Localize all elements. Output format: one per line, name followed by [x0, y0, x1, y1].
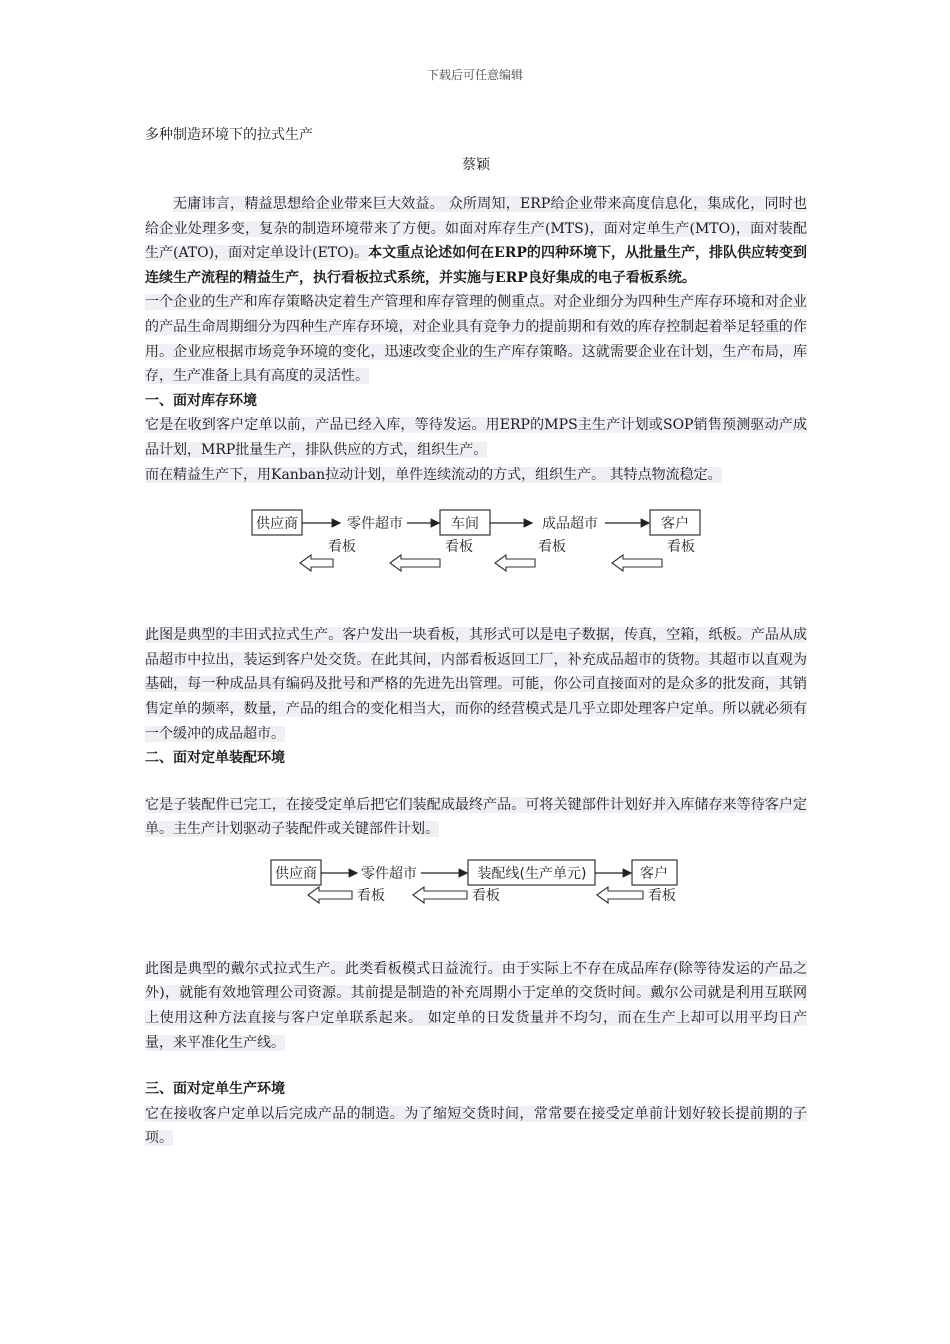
section3-heading: 三、面对定单生产环境: [145, 1081, 285, 1098]
supplier-label: 供应商: [256, 516, 298, 533]
section2-heading: 二、面对定单装配环境: [145, 750, 285, 767]
section1-paragraph-1: 它是在收到客户定单以前，产品已经入库，等待发运。用ERP的MPS主生产计划或SOP销售预测驱动产成品计划，MRP批量生产，排队供应的方式，组织生产。: [145, 417, 807, 458]
kanban-label-2: 看板: [472, 887, 500, 904]
supplier-label: 供应商: [275, 865, 317, 882]
customer-label: 客户: [661, 516, 689, 533]
intro-text: 无庸讳言，精益思想给企业带来巨大效益。 众所周知，ERP给企业带来高度信息化，集成化，同时也给企业处理多变，复杂的制造环境带来了方便。如面对库存生产(MTS)，面对定单生产(MTO)，面对装配生产(ATO)，面对定单设计(ETO)。: [145, 196, 807, 262]
section2-paragraph-1: 它是子装配件已完工，在接受定单后把它们装配成最终产品。可将关键部件计划好并入库储存来等待客户定单。主生产计划驱动子装配件或关键部件计划。: [145, 796, 807, 838]
section1-paragraph-2: 而在精益生产下，用Kanban拉动计划，单件连续流动的方式，组织生产。 其特点物流稳定。: [145, 466, 722, 483]
intro-paragraph: [145, 192, 807, 290]
kanban-label-3: 看板: [648, 887, 676, 904]
document-title: 多种制造环境下的拉式生产: [145, 127, 313, 143]
parts-supermarket-label: 零件超市: [347, 516, 403, 533]
kanban-label-1: 看板: [328, 539, 356, 556]
kanban-return-arrow-3: [597, 887, 643, 903]
strategy-paragraph: [145, 290, 807, 388]
toyota-pull-diagram: [145, 487, 807, 607]
strategy-text: 一个企业的生产和库存策略决定着生产管理和库存管理的侧重点。对企业细分为四种生产库存环境和对企业的产品生命周期细分为四种生产库存环境，对企业具有竞争力的提前期和有效的库存控制起着举足轻重的作用。企业应根据市场竞争环境的变化，迅速改变企业的生产库存策略。这就需要企业在计划，生产布局，库存，生产准备上具有高度的灵活性。: [145, 294, 807, 385]
assembly-line-label: 装配线(生产单元): [477, 865, 587, 882]
kanban-return-arrow-3: [495, 555, 535, 571]
kanban-return-arrow-1: [300, 555, 333, 571]
kanban-label-2: 看板: [445, 539, 473, 556]
workshop-label: 车间: [451, 516, 479, 533]
kanban-return-arrow-2: [413, 887, 467, 903]
document-page: [145, 120, 807, 1151]
finished-goods-supermarket-label: 成品超市: [542, 516, 598, 533]
kanban-return-arrow-2: [390, 555, 440, 571]
dell-pull-diagram: [145, 842, 807, 957]
kanban-return-arrow-4: [612, 555, 662, 571]
section1-heading: 一、面对库存环境: [145, 392, 257, 409]
section3-paragraph-1: 它在接收客户定单以后完成产品的制造。为了缩短交货时间，常常要在接受定单前计划好较长提前期的子项。: [145, 1105, 807, 1147]
kanban-label-1: 看板: [357, 887, 385, 904]
section1-paragraph-3: 此图是典型的丰田式拉式生产。客户发出一块看板，其形式可以是电子数据，传真，空箱，纸板。产品从成品超市中拉出，装运到客户处交货。在此其间，内部看板返回工厂，补充成品超市的货物。其超市以直观为基础，每一种成品具有编码及批号和严格的先进先出管理。可能，你公司直接面对的是众多的批发商，其销售定单的频率，数量，产品的组合的变化相当大，而你的经营模式是几乎立即处理客户定单。所以就必须有一个缓冲的成品超市。: [145, 627, 807, 742]
customer-label: 客户: [640, 865, 668, 882]
header-note: 下载后可任意编辑: [426, 68, 523, 82]
kanban-return-arrow-1: [308, 887, 352, 903]
section2-paragraph-2: 此图是典型的戴尔式拉式生产。此类看板模式日益流行。由于实际上不存在成品库存(除等待发运的产品之外)，就能有效地管理公司资源。其前提是制造的补充周期小于定单的交货时间。戴尔公司就是利用互联网上使用这种方法直接与客户定单联系起来。 如定单的日发货量并不均匀，而在生产上却可以用平均日产量，来平准化生产线。: [145, 960, 807, 1051]
kanban-label-3: 看板: [538, 539, 566, 556]
kanban-label-4: 看板: [667, 539, 695, 556]
intro-bold-text: 本文重点论述如何在ERP的四种环境下，从批量生产，排队供应转变到连续生产流程的精益生产，执行看板拉式系统，并实施与ERP良好集成的电子看板系统。: [145, 245, 807, 286]
parts-supermarket-label: 零件超市: [361, 865, 417, 882]
author-name: 蔡颖: [462, 157, 490, 173]
